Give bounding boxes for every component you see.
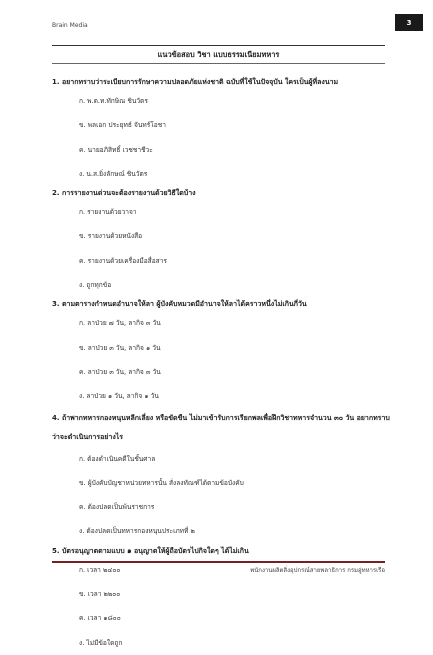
choice-item: ข. พลเอก ประยุทธ์ จันทร์โอชา (79, 121, 166, 130)
choice-item: ก. รายงานด้วยวาจา (79, 208, 137, 217)
page-number-badge (395, 14, 423, 31)
choice-item: ง. ไม่มีข้อใดถูก (79, 638, 123, 647)
choice-item: ก. ลาป่วย ๗ วัน, ลากิจ ๓ วัน (79, 319, 161, 328)
choice-item: ข. ผู้บังคับบัญชาหน่วยทหารนั้น สั่งลงทัณฑ์ได้ตามข้อบังคับ (79, 478, 244, 487)
document-title: แนวข้อสอบ วิชา แบบธรรมเนียมทหาร (157, 50, 280, 59)
choice-item: ง. ต้องปลดเป็นทหารกองหนุนประเภทที่ ๒ (79, 527, 195, 536)
choice-item: ค. นายอภิสิทธิ์ เวชชาชีวะ (79, 145, 153, 154)
choice-item: ก. พ.ต.ท.ทักษิณ ชินวัตร (79, 97, 148, 105)
choice-item: ค. ลาป่วย ๓ วัน, ลากิจ ๓ วัน (79, 367, 161, 376)
question-text: 2. การรายงานด่วนจะต้องรายงานด้วยวิธีใดบ้าง (52, 189, 196, 198)
question-text: 5. บัตรอนุญาตตามแบบ ๑ อนุญาตให้ผู้ถือบัตรไปกิจใดๆ ได้ไม่เกิน (52, 546, 249, 555)
choice-item: ก. เวลา ๒๔๐๐ (79, 565, 121, 574)
title-rule (52, 63, 385, 64)
choice-item: ง. ลาป่วย ๑ วัน, ลากิจ ๑ วัน (79, 392, 159, 401)
question-text: 3. ตามตารางกำหนดอำนาจให้ลา ผู้บังคับหมวดมีอำนาจให้ลาได้คราวหนึ่งไม่เกินกี่วัน (52, 300, 307, 309)
choice-item: ค. รายงานด้วยเครื่องมือสื่อสาร (79, 256, 167, 265)
choice-item: ง. น.ส.ยิ่งลักษณ์ ชินวัตร (79, 169, 148, 178)
choice-item: ข. เวลา ๒๒๐๐ (79, 590, 121, 599)
choice-item: ก. ต้องดำเนินคดีในชั้นศาล (79, 454, 156, 463)
header-rule (52, 45, 385, 46)
page-number: 3 (406, 18, 412, 27)
footer-text: พนักงานผลิตสิ่งอุปกรณ์สายพลาธิการ กรมอู่ทหารเรือ (250, 567, 385, 574)
choice-item: ง. ถูกทุกข้อ (79, 281, 112, 290)
question-4 (52, 409, 392, 544)
question-text: 1. อยากทราบว่าระเบียบการรักษาความปลอดภัยแห่งชาติ ฉบับที่ใช้ในปัจจุบัน ใครเป็นผู้ที่ลงนาม (52, 78, 339, 86)
choice-item: ข. รายงานด้วยหนังสือ (79, 232, 143, 241)
question-text: 4. ถ้าพากทหารกองหนุนหลีกเลี่ยง หรือขัดขืน ไม่มาเข้ารับการเรียกพลเพื่อฝึกวิชาทหารจำนวน ๓๐ วัน อยากทราบว่าจะดำเนินการอย่างไร (52, 413, 390, 441)
question-1 (52, 75, 392, 186)
question-3 (52, 297, 392, 408)
choice-item: ข. ลาป่วย ๓ วัน, ลากิจ ๑ วัน (79, 343, 161, 352)
question-2 (52, 186, 392, 297)
choice-item: ค. ต้องปลดเป็นพ้นราชการ (79, 503, 155, 512)
footer-rule (52, 561, 385, 563)
choice-item: ค. เวลา ๑๘๐๐ (79, 614, 121, 623)
brand-label: Brain Media (52, 22, 88, 29)
